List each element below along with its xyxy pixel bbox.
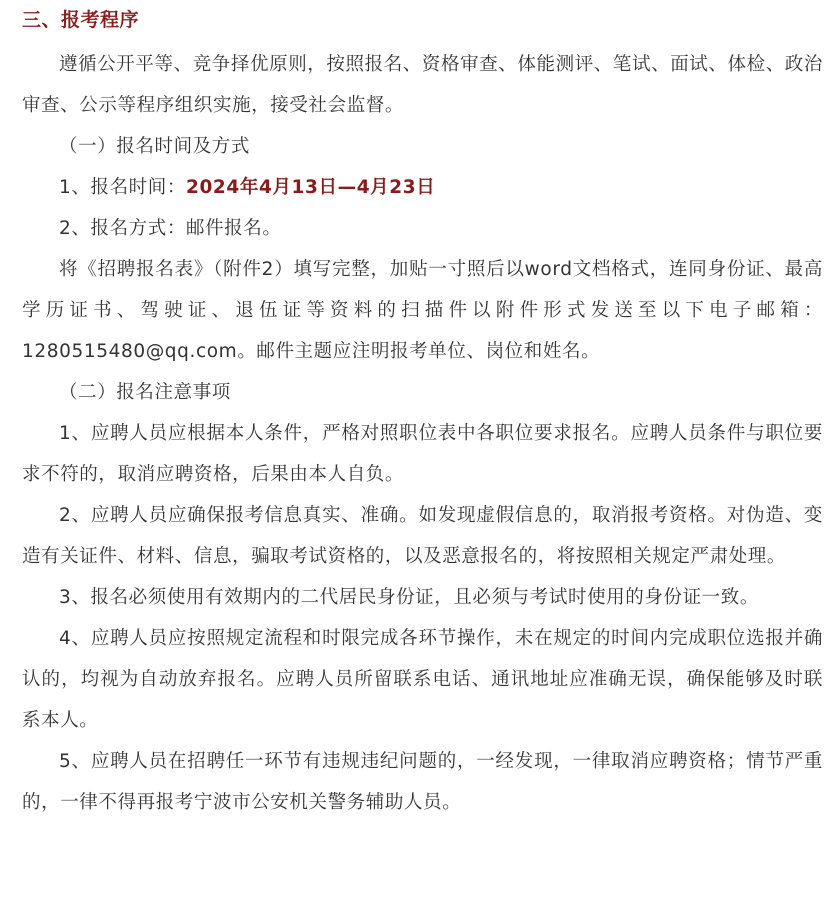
- notice-item: 4、应聘人员应按照规定流程和时限完成各环节操作，未在规定的时间内完成职位选报并确认的，均视为自动放弃报名。应聘人员所留联系电话、通讯地址应准确无误，确保能够及时联系本人。: [22, 628, 823, 731]
- part2-heading: （二）报名注意事项: [59, 382, 231, 403]
- section-title: 三、报考程序: [22, 9, 140, 31]
- notice-item: 3、报名必须使用有效期内的二代居民身份证，且必须与考试时使用的身份证一致。: [59, 587, 759, 608]
- document-body: [0, 6, 839, 900]
- registration-method: 2、报名方式：邮件报名。: [59, 218, 282, 239]
- notice-item: 5、应聘人员在招聘任一环节有违规违纪问题的，一经发现，一律取消应聘资格；情节严重的，一律不得再报考宁波市公安机关警务辅助人员。: [22, 751, 823, 813]
- notice-item: 2、应聘人员应确保报考信息真实、准确。如发现虚假信息的，取消报考资格。对伪造、变造有关证件、材料、信息，骗取考试资格的，以及恶意报名的，将按照相关规定严肃处理。: [22, 505, 823, 567]
- notice-item: 1、应聘人员应根据本人条件，严格对照职位表中各职位要求报名。应聘人员条件与职位要求不符的，取消应聘资格，后果由本人自负。: [22, 423, 823, 485]
- registration-time-value: 2024年4月13日—4月23日: [185, 177, 436, 198]
- registration-time: [22, 167, 823, 208]
- registration-instructions: 将《招聘报名表》（附件2）填写完整，加贴一寸照后以word文档格式，连同身份证、最高学历证书、驾驶证、退伍证等资料的扫描件以附件形式发送至以下电子邮箱：1280515480@qq.com。邮件主题应注明报考单位、岗位和姓名。: [22, 259, 823, 362]
- part1-heading: （一）报名时间及方式: [59, 136, 251, 157]
- intro-paragraph: 遵循公开平等、竞争择优原则，按照报名、资格审查、体能测评、笔试、面试、体检、政治审查、公示等程序组织实施，接受社会监督。: [22, 54, 824, 116]
- registration-time-label: 1、报名时间：: [59, 177, 186, 198]
